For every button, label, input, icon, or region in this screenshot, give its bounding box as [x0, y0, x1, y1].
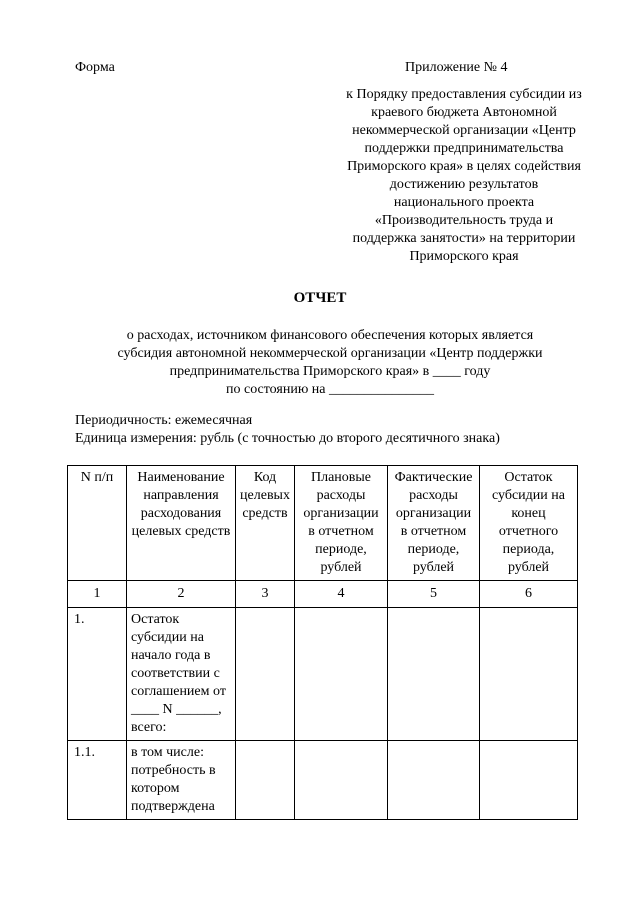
table-cell: [295, 608, 388, 741]
table-header-row: [68, 466, 578, 581]
form-label: Форма: [75, 60, 115, 75]
table-cell: [236, 741, 295, 820]
column-number-row: [68, 581, 578, 608]
row-name: Остаток субсидии на начало года в соответствии с соглашением от ____ N ______, всего:: [127, 608, 236, 741]
column-number: 1: [68, 581, 127, 608]
row-name: в том числе: потребность в котором подтверждена: [127, 741, 236, 820]
report-subtitle: о расходах, источником финансового обеспечения которых является субсидия автономной некоммерческой организации «Центр поддержки предпринимательства Приморского края» в ____ году по состоянию на _______________: [117, 328, 543, 397]
header-cell: N п/п: [68, 466, 127, 581]
column-number: 3: [236, 581, 295, 608]
report-title: ОТЧЕТ: [293, 290, 347, 306]
column-number: 6: [480, 581, 578, 608]
header-cell: Фактические расходы организации в отчетном периоде, рублей: [388, 466, 480, 581]
column-number: 5: [388, 581, 480, 608]
row-number: 1.1.: [68, 741, 127, 820]
table-cell: [295, 741, 388, 820]
table-row: [68, 608, 578, 741]
column-number: 4: [295, 581, 388, 608]
header-cell: Остаток субсидии на конец отчетного периода, рублей: [480, 466, 578, 581]
periodicity-line: Периодичность: ежемесячная: [75, 413, 253, 428]
row-number: 1.: [68, 608, 127, 741]
table-row: [68, 741, 578, 820]
table-cell: [388, 608, 480, 741]
table-cell: [480, 741, 578, 820]
annex-title: Приложение № 4: [405, 60, 508, 75]
units-line: Единица измерения: рубль (с точностью до второго десятичного знака): [75, 431, 500, 446]
table-cell: [388, 741, 480, 820]
table-cell: [236, 608, 295, 741]
header-cell: Плановые расходы организации в отчетном периоде, рублей: [295, 466, 388, 581]
annex-text: к Порядку предоставления субсидии из краевого бюджета Автономной некоммерческой организации «Центр поддержки предпринимательства Приморского края» в целях содействия достижению результатов национального проекта «Производительность труда и поддержка занятости» на территории Приморского края: [346, 87, 582, 264]
report-table: [67, 465, 578, 820]
header-cell: Код целевых средств: [236, 466, 295, 581]
table-cell: [480, 608, 578, 741]
header-cell: Наименование направления расходования целевых средств: [127, 466, 236, 581]
column-number: 2: [127, 581, 236, 608]
